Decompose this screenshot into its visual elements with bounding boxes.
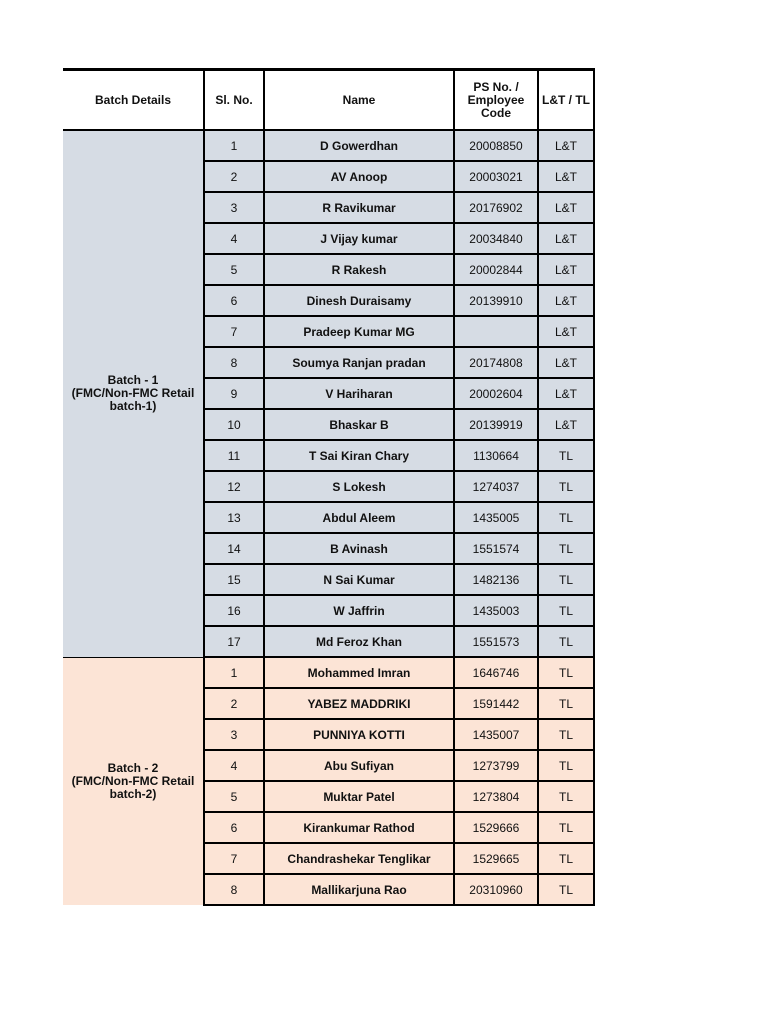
org-cell: L&T [538,130,594,161]
org-cell: TL [538,502,594,533]
ps-number-cell: 1130664 [454,440,538,471]
ps-number-cell: 20174808 [454,347,538,378]
name-cell: N Sai Kumar [264,564,454,595]
org-cell: L&T [538,378,594,409]
serial-number-cell: 3 [204,192,264,223]
header-row [63,70,594,131]
ps-number-cell: 1551573 [454,626,538,657]
name-cell: Mohammed Imran [264,657,454,688]
header-ps-line-3: Code [481,105,511,120]
name-cell: J Vijay kumar [264,223,454,254]
serial-number-cell: 8 [204,347,264,378]
ps-number-cell: 20008850 [454,130,538,161]
name-cell: Pradeep Kumar MG [264,316,454,347]
org-cell: TL [538,719,594,750]
serial-number-cell: 16 [204,595,264,626]
spreadsheet-page [63,68,595,906]
serial-number-cell: 9 [204,378,264,409]
header-ps-line-2: Employee [467,92,525,107]
name-cell: Bhaskar B [264,409,454,440]
org-cell: TL [538,843,594,874]
name-cell: Muktar Patel [264,781,454,812]
ps-number-cell: 20003021 [454,161,538,192]
serial-number-cell: 6 [204,285,264,316]
name-cell: PUNNIYA KOTTI [264,719,454,750]
batch-label-line: Batch - 2 [107,760,159,775]
org-cell: TL [538,471,594,502]
ps-number-cell: 1529666 [454,812,538,843]
table-header [63,70,594,131]
batch-label-line: batch-1) [109,399,157,414]
batch-2-group [63,657,594,905]
ps-number-cell: 1482136 [454,564,538,595]
batch-label-line: (FMC/Non-FMC Retail [71,386,195,401]
org-cell: L&T [538,192,594,223]
ps-number-cell: 1435007 [454,719,538,750]
serial-number-cell: 8 [204,874,264,905]
serial-number-cell: 14 [204,533,264,564]
org-cell: TL [538,657,594,688]
org-cell: L&T [538,223,594,254]
org-cell: TL [538,533,594,564]
ps-number-cell: 1591442 [454,688,538,719]
ps-number-cell: 20176902 [454,192,538,223]
serial-number-cell: 7 [204,316,264,347]
name-cell: B Avinash [264,533,454,564]
serial-number-cell: 5 [204,254,264,285]
org-cell: L&T [538,316,594,347]
serial-number-cell: 1 [204,657,264,688]
serial-number-cell: 12 [204,471,264,502]
serial-number-cell: 17 [204,626,264,657]
serial-number-cell: 11 [204,440,264,471]
org-cell: TL [538,750,594,781]
ps-number-cell: 1273804 [454,781,538,812]
name-cell: Abu Sufiyan [264,750,454,781]
ps-number-cell: 20034840 [454,223,538,254]
batch-1-group [63,130,594,657]
table-row [63,130,594,161]
name-cell: D Gowerdhan [264,130,454,161]
serial-number-cell: 15 [204,564,264,595]
ps-number-cell: 1646746 [454,657,538,688]
serial-number-cell: 2 [204,688,264,719]
header-ps-line-1: PS No. / [473,79,519,94]
name-cell: R Ravikumar [264,192,454,223]
ps-number-cell: 20002844 [454,254,538,285]
ps-number-cell: 20139910 [454,285,538,316]
org-cell: L&T [538,285,594,316]
ps-number-cell: 1273799 [454,750,538,781]
serial-number-cell: 4 [204,223,264,254]
table-row [63,657,594,688]
ps-number-cell: 20139919 [454,409,538,440]
ps-number-cell: 1551574 [454,533,538,564]
ps-number-cell: 20310960 [454,874,538,905]
name-cell: AV Anoop [264,161,454,192]
serial-number-cell: 3 [204,719,264,750]
name-cell: Chandrashekar Tenglikar [264,843,454,874]
ps-number-cell: 1529665 [454,843,538,874]
name-cell: R Rakesh [264,254,454,285]
org-cell: L&T [538,161,594,192]
org-cell: TL [538,812,594,843]
serial-number-cell: 10 [204,409,264,440]
org-cell: TL [538,564,594,595]
header-org: L&T / TL [538,70,594,131]
serial-number-cell: 1 [204,130,264,161]
ps-number-cell [454,316,538,347]
org-cell: TL [538,874,594,905]
serial-number-cell: 13 [204,502,264,533]
batch-roster-table [63,68,595,906]
name-cell: Mallikarjuna Rao [264,874,454,905]
serial-number-cell: 5 [204,781,264,812]
org-cell: L&T [538,409,594,440]
ps-number-cell: 1435003 [454,595,538,626]
name-cell: Soumya Ranjan pradan [264,347,454,378]
org-cell: TL [538,626,594,657]
header-serial-number: Sl. No. [204,70,264,131]
batch-label [63,657,204,905]
header-name: Name [264,70,454,131]
header-batch-details: Batch Details [63,70,204,131]
batch-label-line: (FMC/Non-FMC Retail [71,773,195,788]
name-cell: Abdul Aleem [264,502,454,533]
batch-label-line: Batch - 1 [107,373,159,388]
serial-number-cell: 6 [204,812,264,843]
ps-number-cell: 20002604 [454,378,538,409]
name-cell: W Jaffrin [264,595,454,626]
name-cell: V Hariharan [264,378,454,409]
org-cell: TL [538,688,594,719]
org-cell: L&T [538,254,594,285]
org-cell: L&T [538,347,594,378]
org-cell: TL [538,440,594,471]
serial-number-cell: 2 [204,161,264,192]
header-ps-number [454,70,538,131]
name-cell: Kirankumar Rathod [264,812,454,843]
serial-number-cell: 4 [204,750,264,781]
ps-number-cell: 1435005 [454,502,538,533]
ps-number-cell: 1274037 [454,471,538,502]
name-cell: S Lokesh [264,471,454,502]
name-cell: Dinesh Duraisamy [264,285,454,316]
name-cell: YABEZ MADDRIKI [264,688,454,719]
batch-label-line: batch-2) [109,786,157,801]
org-cell: TL [538,781,594,812]
serial-number-cell: 7 [204,843,264,874]
name-cell: Md Feroz Khan [264,626,454,657]
name-cell: T Sai Kiran Chary [264,440,454,471]
batch-label [63,130,204,657]
org-cell: TL [538,595,594,626]
